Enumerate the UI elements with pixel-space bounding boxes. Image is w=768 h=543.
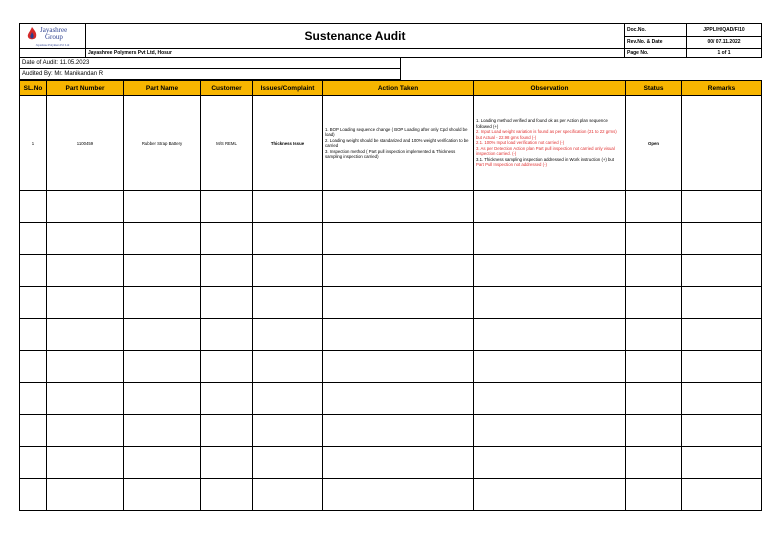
empty-cell[interactable] [20, 447, 47, 479]
empty-cell[interactable] [47, 447, 124, 479]
table-header-row [20, 81, 762, 96]
action-taken-cell [323, 96, 474, 191]
empty-table-row [20, 351, 762, 383]
part-number-cell: 1100459 [47, 96, 124, 191]
observation-cell [474, 96, 626, 191]
empty-cell[interactable] [253, 479, 323, 511]
rev-value: 00/ 07.11.2022 [687, 36, 762, 49]
empty-table-row [20, 383, 762, 415]
remarks-cell[interactable] [682, 96, 762, 191]
observation-item [476, 118, 623, 129]
empty-cell[interactable] [201, 287, 253, 319]
empty-cell[interactable] [47, 223, 124, 255]
empty-cell[interactable] [47, 287, 124, 319]
empty-cell[interactable] [474, 223, 626, 255]
empty-cell[interactable] [47, 351, 124, 383]
observation-text: 2.1. 100% Input load verification not carried (-) [476, 140, 565, 146]
empty-cell[interactable] [47, 319, 124, 351]
part-name-cell: Rubber Strap Battery [124, 96, 201, 191]
empty-cell[interactable] [474, 479, 626, 511]
col-remarks-header: Remarks [682, 81, 762, 96]
empty-cell[interactable] [124, 223, 201, 255]
empty-cell[interactable] [323, 287, 474, 319]
empty-cell[interactable] [124, 255, 201, 287]
observation-text: 3.1. Thickness sampling inspection addressed in Work instruction (+) but [476, 156, 615, 162]
company-logo [20, 24, 86, 49]
status-cell: Open [626, 96, 682, 191]
empty-cell[interactable] [474, 415, 626, 447]
empty-cell[interactable] [323, 351, 474, 383]
empty-cell[interactable] [201, 479, 253, 511]
empty-cell[interactable] [47, 479, 124, 511]
observation-item [476, 157, 623, 168]
empty-cell[interactable] [682, 351, 762, 383]
empty-cell[interactable] [323, 223, 474, 255]
empty-cell[interactable] [682, 415, 762, 447]
empty-cell[interactable] [474, 447, 626, 479]
empty-table-row [20, 255, 762, 287]
empty-cell[interactable] [323, 383, 474, 415]
empty-cell[interactable] [682, 447, 762, 479]
empty-cell[interactable] [124, 351, 201, 383]
empty-cell[interactable] [682, 319, 762, 351]
empty-cell[interactable] [201, 447, 253, 479]
empty-cell[interactable] [474, 191, 626, 223]
col-issues-header: Issues/Complaint [253, 81, 323, 96]
empty-cell[interactable] [474, 287, 626, 319]
col-status-header: Status [626, 81, 682, 96]
audit-info [19, 58, 762, 80]
empty-cell[interactable] [323, 319, 474, 351]
empty-cell[interactable] [323, 447, 474, 479]
action-item: 2. Loading weight should be standarized and 100% weight verification to be carried [325, 137, 469, 148]
empty-cell[interactable] [20, 223, 47, 255]
empty-cell[interactable] [474, 255, 626, 287]
empty-cell[interactable] [626, 319, 682, 351]
logo-group: Group [45, 33, 63, 41]
empty-cell[interactable] [124, 383, 201, 415]
empty-cell[interactable] [474, 383, 626, 415]
empty-table-row [20, 319, 762, 351]
empty-cell[interactable] [626, 191, 682, 223]
logo-tagline: Jayashree Polymers Pvt Ltd [35, 43, 70, 47]
empty-cell[interactable] [323, 415, 474, 447]
empty-cell[interactable] [47, 383, 124, 415]
observation-text-negative: Part Pull Inspection not addressed (-) [476, 162, 547, 168]
empty-cell[interactable] [323, 479, 474, 511]
observation-text: 3. As per Detection Action plan Part pull inspection not carried only visual inspection carried. (-) [476, 145, 615, 157]
company-name: Jayashree Polymers Pvt Ltd, Hosur [86, 49, 625, 58]
empty-table-row [20, 191, 762, 223]
empty-cell[interactable] [253, 255, 323, 287]
empty-table-row [20, 447, 762, 479]
empty-cell[interactable] [626, 447, 682, 479]
logo-flame-icon [26, 27, 38, 41]
observation-text: 1. Loading method verified and found ok as per Action plan sequence followed (+) [476, 118, 608, 129]
empty-cell[interactable] [124, 319, 201, 351]
audit-date: Date of Audit: 11.05.2023 [20, 58, 401, 69]
empty-cell[interactable] [201, 319, 253, 351]
empty-cell[interactable] [253, 191, 323, 223]
logo-name: Jayashree [40, 26, 68, 34]
page-label: Page No. [625, 49, 687, 58]
empty-cell[interactable] [201, 255, 253, 287]
col-part-number-header: Part Number [47, 81, 124, 96]
empty-cell[interactable] [253, 319, 323, 351]
empty-cell[interactable] [626, 287, 682, 319]
empty-cell[interactable] [20, 287, 47, 319]
empty-cell[interactable] [201, 223, 253, 255]
empty-cell[interactable] [47, 191, 124, 223]
empty-cell[interactable] [20, 319, 47, 351]
empty-cell[interactable] [124, 479, 201, 511]
empty-cell[interactable] [253, 447, 323, 479]
empty-cell[interactable] [20, 351, 47, 383]
empty-cell[interactable] [323, 191, 474, 223]
empty-cell[interactable] [20, 191, 47, 223]
issue-cell: Thickness Issue [253, 96, 323, 191]
empty-cell[interactable] [626, 255, 682, 287]
empty-cell[interactable] [201, 191, 253, 223]
empty-cell[interactable] [47, 255, 124, 287]
empty-cell[interactable] [682, 191, 762, 223]
col-sl-no-header: SL.No [20, 81, 47, 96]
empty-cell[interactable] [124, 191, 201, 223]
action-item: 3. Inspection method ( Part pull inspection implemented & Thickness sampling inspection carried) [325, 148, 456, 159]
empty-cell[interactable] [20, 415, 47, 447]
col-customer-header: Customer [201, 81, 253, 96]
sl-no-cell: 1 [20, 96, 47, 191]
empty-cell[interactable] [253, 415, 323, 447]
empty-cell[interactable] [253, 351, 323, 383]
rev-label: Rev.No. & Date [625, 36, 687, 49]
empty-cell[interactable] [682, 255, 762, 287]
empty-cell[interactable] [626, 479, 682, 511]
action-item: 1. BOP Loading sequence change ( BOP Loading after only Cpd should be load) [325, 126, 468, 137]
empty-cell[interactable] [682, 287, 762, 319]
doc-no-value: JPPL/H/QAD/F/10 [687, 24, 762, 37]
observation-item [476, 146, 623, 157]
audit-table [19, 80, 762, 511]
empty-cell[interactable] [47, 415, 124, 447]
empty-table-row [20, 479, 762, 511]
empty-table-row [20, 415, 762, 447]
table-row [20, 96, 762, 191]
empty-cell[interactable] [201, 415, 253, 447]
empty-cell[interactable] [253, 287, 323, 319]
empty-cell[interactable] [682, 383, 762, 415]
empty-cell[interactable] [626, 383, 682, 415]
auditor-name: Audited By: Mr. Manikandan R [20, 69, 401, 80]
col-action-taken-header: Action Taken [323, 81, 474, 96]
empty-cell[interactable] [201, 383, 253, 415]
empty-cell[interactable] [201, 351, 253, 383]
empty-cell[interactable] [474, 319, 626, 351]
empty-cell[interactable] [20, 255, 47, 287]
page-value: 1 of 1 [687, 49, 762, 58]
empty-cell[interactable] [626, 223, 682, 255]
observation-text: 2. Input Load weight variation is found as per specification (21 to 22 grms) but Actual - 22.98 gms found (-) [476, 129, 617, 140]
empty-cell[interactable] [323, 255, 474, 287]
observation-item [476, 129, 623, 140]
empty-cell[interactable] [626, 351, 682, 383]
empty-cell[interactable] [20, 479, 47, 511]
doc-no-label: Doc.No. [625, 24, 687, 37]
empty-cell[interactable] [124, 415, 201, 447]
empty-cell[interactable] [124, 287, 201, 319]
page-title: Sustenance Audit [86, 24, 625, 49]
empty-cell[interactable] [253, 383, 323, 415]
customer-cell: M/S REML [201, 96, 253, 191]
empty-table-row [20, 223, 762, 255]
empty-cell[interactable] [124, 447, 201, 479]
document-header [19, 23, 762, 58]
empty-cell[interactable] [626, 415, 682, 447]
audit-sheet [19, 23, 761, 511]
empty-cell[interactable] [682, 479, 762, 511]
empty-cell[interactable] [474, 351, 626, 383]
col-part-name-header: Part Name [124, 81, 201, 96]
empty-cell[interactable] [682, 223, 762, 255]
empty-table-row [20, 287, 762, 319]
empty-cell[interactable] [20, 383, 47, 415]
empty-cell[interactable] [253, 223, 323, 255]
col-observation-header: Observation [474, 81, 626, 96]
